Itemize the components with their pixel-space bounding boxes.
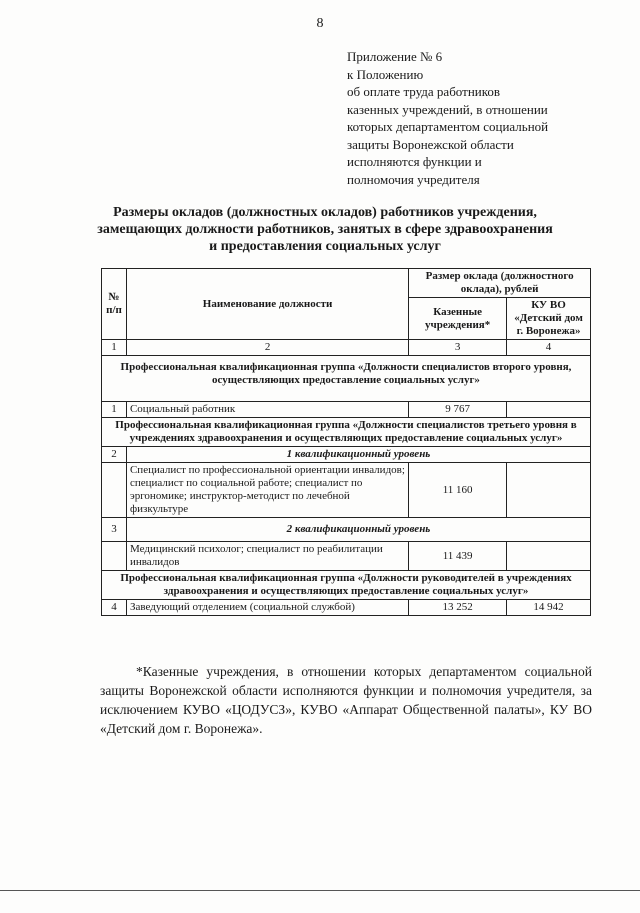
salary-orphanage bbox=[507, 463, 591, 518]
page-bottom-rule bbox=[0, 890, 640, 891]
annex-header bbox=[347, 48, 607, 188]
title-line: замещающих должности работников, занятых в сфере здравоохранения bbox=[97, 222, 553, 237]
document-title bbox=[60, 204, 590, 255]
salary-orphanage: 14 942 bbox=[507, 600, 591, 616]
empty-cell bbox=[102, 463, 127, 518]
title-line: и предоставления социальных услуг bbox=[209, 239, 441, 254]
annex-line: Приложение № 6 bbox=[347, 49, 443, 64]
position-name: Заведующий отделением (социальной службой) bbox=[126, 600, 408, 616]
annex-line: об оплате труда работников bbox=[347, 84, 501, 99]
group-heading: Профессиональная квалификационная группа «Должности специалистов третьего уровня в учреждениях здравоохранения и осуществляющих предоставление социальных услуг» bbox=[102, 418, 591, 447]
salary-state: 9 767 bbox=[409, 402, 507, 418]
header-position: Наименование должности bbox=[126, 269, 408, 340]
position-name: Социальный работник bbox=[126, 402, 408, 418]
salary-table bbox=[101, 268, 591, 616]
page-number: 8 bbox=[316, 16, 324, 31]
salary-state: 11 160 bbox=[409, 463, 507, 518]
index-cell: 4 bbox=[507, 340, 591, 356]
salary-state: 13 252 bbox=[409, 600, 507, 616]
annex-line: полномочия учредителя bbox=[347, 171, 480, 187]
salary-orphanage bbox=[507, 402, 591, 418]
empty-cell bbox=[102, 542, 127, 571]
index-cell: 2 bbox=[126, 340, 408, 356]
annex-line: казенных учреждений, в отношении bbox=[347, 101, 548, 117]
group-heading: Профессиональная квалификационная группа «Должности специалистов второго уровня, осуществляющих предоставление социальных услуг» bbox=[102, 356, 591, 402]
position-name: Медицинский психолог; специалист по реабилитации инвалидов bbox=[126, 542, 408, 571]
annex-line: к Положению bbox=[347, 66, 424, 82]
annex-line: исполняются функции и bbox=[347, 154, 482, 169]
title-line: Размеры окладов (должностных окладов) работников учреждения, bbox=[113, 205, 537, 220]
header-state-institutions: Казенные учреждения* bbox=[409, 298, 507, 340]
qualification-level: 1 квалификационный уровень bbox=[126, 447, 590, 463]
position-name: Специалист по профессиональной ориентации инвалидов; специалист по социальной работе; специалист по эргономике; инструктор-методист по лечебной физкультуре bbox=[126, 463, 408, 518]
index-cell: 3 bbox=[409, 340, 507, 356]
annex-line: которых департаментом социальной bbox=[347, 119, 549, 134]
row-num: 2 bbox=[102, 447, 127, 463]
row-num: 4 bbox=[102, 600, 127, 616]
header-orphanage: КУ ВО «Детский дом г. Воронежа» bbox=[507, 298, 591, 340]
header-salary-group: Размер оклада (должностного оклада), рублей bbox=[409, 269, 591, 298]
row-num: 1 bbox=[102, 402, 127, 418]
header-num: № п/п bbox=[102, 269, 127, 340]
footnote: *Казенные учреждения, в отношении которых департаментом социальной защиты Воронежской области исполняются функции и полномочия учредителя, за исключением КУВО «ЦОДУСЗ», КУВО «Аппарат Общественной палаты», КУ ВО «Детский дом г. Воронежа». bbox=[100, 664, 592, 736]
group-heading: Профессиональная квалификационная группа «Должности руководителей в учреждениях здравоохранения и осуществляющих предоставление социальных услуг» bbox=[102, 571, 591, 600]
salary-orphanage bbox=[507, 542, 591, 571]
index-cell: 1 bbox=[102, 340, 127, 356]
annex-line: защиты Воронежской области bbox=[347, 136, 514, 152]
salary-state: 11 439 bbox=[409, 542, 507, 571]
qualification-level: 2 квалификационный уровень bbox=[126, 518, 590, 542]
row-num: 3 bbox=[102, 518, 127, 542]
